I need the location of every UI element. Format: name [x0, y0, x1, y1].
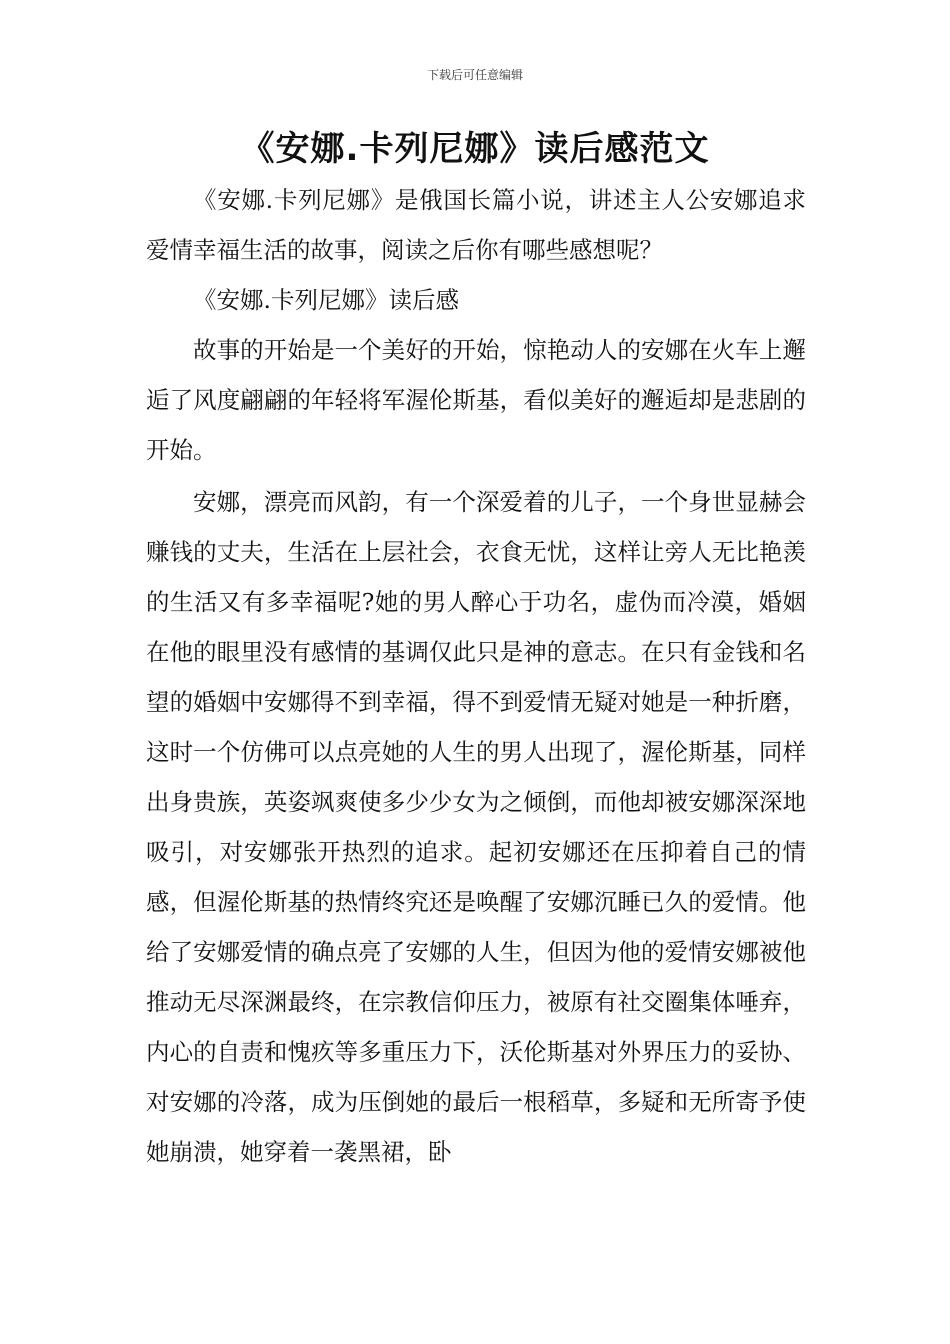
document-title: 《安娜.卡列尼娜》读后感范文: [240, 129, 710, 169]
paragraph-opening: 故事的开始是一个美好的开始，惊艳动人的安娜在火车上邂逅了风度翩翩的年轻将军渥伦斯基，看似美好的邂逅却是悲剧的开始。: [146, 336, 806, 464]
intro-paragraph: 《安娜.卡列尼娜》是俄国长篇小说，讲述主人公安娜追求爱情幸福生活的故事，阅读之后你有哪些感想呢？: [146, 186, 806, 264]
section-heading: 《安娜.卡列尼娜》读后感: [193, 286, 459, 314]
document-body: [146, 175, 806, 1177]
paragraph-anna: 安娜，漂亮而风韵，有一个深爱着的儿子，一个身世显赫会赚钱的丈夫，生活在上层社会，衣食无忧，这样让旁人无比艳羡的生活又有多幸福呢?她的男人醉心于功名，虚伪而冷漠，婚姻在他的眼里没有感情的基调仅此只是神的意志。在只有金钱和名望的婚姻中安娜得不到幸福，得不到爱情无疑对她是一种折磨，这时一个仿佛可以点亮她的人生的男人出现了，渥伦斯基，同样出身贵族，英姿飒爽使多少少女为之倾倒，而他却被安娜深深地吸引，对安娜张开热烈的追求。起初安娜还在压抑着自己的情感，但渥伦斯基的热情终究还是唤醒了安娜沉睡已久的爱情。他给了安娜爱情的确点亮了安娜的人生，但因为他的爱情安娜被他推动无尽深渊最终，在宗教信仰压力，被原有社交圈集体唾弃，内心的自责和愧疚等多重压力下，沃伦斯基对外界压力的妥协、对安娜的冷落，成为压倒她的最后一根稻草，多疑和无所寄予使她崩溃，她穿着一袭黑裙，卧: [146, 488, 806, 1166]
header-note: 下载后可任意编辑: [426, 68, 523, 82]
